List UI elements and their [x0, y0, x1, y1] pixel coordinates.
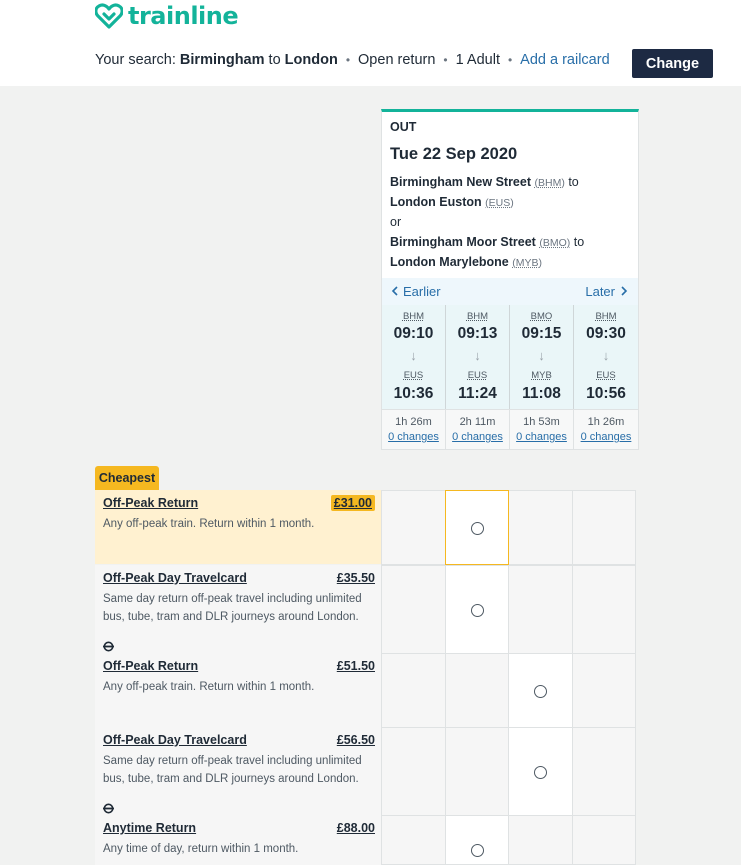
train-column[interactable] — [510, 305, 574, 409]
train-column[interactable] — [446, 305, 510, 409]
fare-price[interactable]: £56.50 — [336, 733, 375, 747]
fare-row — [95, 727, 381, 815]
fare-price[interactable]: £51.50 — [336, 659, 375, 673]
arrival-station-code: EUS — [467, 370, 488, 381]
earlier-button[interactable] — [391, 284, 441, 299]
changes-link[interactable]: 0 changes — [516, 431, 567, 443]
arrow-down-icon: ↓ — [474, 348, 481, 363]
arrow-down-icon: ↓ — [410, 348, 417, 363]
fare-cell-unavailable — [572, 565, 637, 654]
route-1-from-station: Birmingham New Street — [390, 175, 532, 189]
arrival-time: 10:36 — [393, 385, 434, 402]
search-to: London — [284, 52, 338, 68]
fare-cell-unavailable — [508, 490, 573, 565]
brand-name: trainline — [128, 2, 239, 30]
duration-cell — [510, 410, 574, 449]
outbound-card — [381, 109, 639, 450]
fare-options-row — [381, 815, 639, 865]
route-2-to — [390, 255, 542, 269]
fare-cell[interactable] — [508, 653, 573, 728]
departure-station-code: BHM — [595, 311, 617, 322]
journey-duration: 2h 11m — [459, 416, 496, 428]
ticket-type: Open return — [358, 52, 436, 68]
to-word: to — [573, 235, 585, 249]
trainline-logo[interactable] — [95, 2, 238, 30]
fare-options-row — [381, 653, 639, 728]
route-2-from-station: Birmingham Moor Street — [390, 235, 536, 249]
departure-station-code: BMO — [530, 311, 553, 322]
arrow-down-icon: ↓ — [538, 348, 545, 363]
change-search-button[interactable]: Change — [632, 49, 713, 78]
search-summary — [95, 52, 610, 68]
duration-row — [382, 409, 638, 449]
radio-button[interactable] — [471, 522, 484, 535]
fare-name[interactable]: Off-Peak Return — [103, 659, 199, 673]
duration-cell — [574, 410, 638, 449]
fare-cell-unavailable — [572, 490, 637, 565]
fare-options-row — [381, 490, 639, 565]
fare-row — [95, 490, 381, 564]
fare-cell-unavailable — [572, 653, 637, 728]
fare-description: Any off-peak train. Return within 1 month. — [103, 518, 315, 530]
fare-cell[interactable] — [508, 727, 573, 816]
journey-duration: 1h 26m — [395, 416, 432, 428]
radio-button[interactable] — [534, 766, 547, 779]
later-label: Later — [585, 284, 615, 299]
arrival-time: 11:24 — [458, 385, 497, 402]
route-1-from — [390, 175, 579, 189]
search-prefix: Your search: — [95, 52, 176, 68]
departure-time: 09:13 — [457, 325, 498, 342]
earlier-later-bar — [382, 278, 638, 305]
arrival-station-code: MYB — [531, 370, 552, 381]
departure-time: 09:30 — [586, 325, 626, 342]
route-2-to-station: London Marylebone — [390, 255, 509, 269]
search-to-word: to — [268, 52, 281, 68]
changes-link[interactable]: 0 changes — [452, 431, 503, 443]
earlier-label: Earlier — [403, 284, 441, 299]
fare-cell-unavailable — [381, 565, 446, 654]
station-code: (EUS) — [485, 197, 514, 209]
departure-station-code: BHM — [402, 311, 425, 322]
fare-cell[interactable] — [445, 490, 510, 565]
departure-time: 09:15 — [521, 325, 562, 342]
fare-row — [95, 565, 381, 653]
journey-duration: 1h 53m — [523, 416, 560, 428]
to-word: to — [568, 175, 579, 189]
fare-cell[interactable] — [445, 565, 510, 654]
fare-description: Same day return off-peak travel including unlimited bus, tube, tram and DLR journeys around London. — [103, 755, 362, 785]
fare-cell-unavailable — [445, 727, 510, 816]
out-label: OUT — [390, 120, 417, 134]
arrow-down-icon: ↓ — [602, 348, 610, 363]
fare-cell-unavailable — [381, 490, 446, 565]
chevron-right-icon — [620, 286, 628, 296]
route-2-from — [390, 235, 584, 249]
separator-dot: • — [507, 53, 513, 67]
fare-description: Same day return off-peak travel including unlimited bus, tube, tram and DLR journeys around London. — [103, 593, 362, 623]
fare-price[interactable]: £31.00 — [331, 495, 375, 511]
later-button[interactable] — [585, 284, 628, 299]
or-word: or — [390, 215, 402, 229]
arrival-station-code: EUS — [403, 370, 424, 381]
fare-description: Any off-peak train. Return within 1 month. — [103, 681, 315, 693]
radio-button[interactable] — [534, 685, 547, 698]
fare-cell-unavailable — [572, 727, 637, 816]
fare-cell-unavailable — [508, 815, 573, 865]
fare-cell-unavailable — [381, 653, 446, 728]
fare-price[interactable]: £35.50 — [336, 571, 375, 585]
arrival-time: 10:56 — [586, 385, 626, 402]
route-1-to-station: London Euston — [390, 195, 482, 209]
fare-cell-unavailable — [508, 565, 573, 654]
duration-cell — [446, 410, 510, 449]
heart-logo-icon — [95, 3, 123, 29]
station-code: (BHM) — [534, 177, 565, 189]
fare-name[interactable]: Off-Peak Day Travelcard — [103, 571, 247, 585]
separator-dot: • — [345, 53, 351, 67]
changes-link[interactable]: 0 changes — [580, 431, 632, 443]
departure-station-code: BHM — [466, 311, 489, 322]
fare-cell[interactable] — [445, 815, 510, 865]
fare-description: Any time of day, return within 1 month. — [103, 843, 299, 855]
changes-link[interactable]: 0 changes — [388, 431, 439, 443]
search-from: Birmingham — [179, 52, 265, 68]
fare-cell-unavailable — [381, 727, 446, 816]
chevron-left-icon — [391, 286, 399, 296]
departure-time: 09:10 — [393, 325, 434, 342]
top-header — [0, 0, 741, 86]
arrival-station-code: EUS — [596, 370, 616, 381]
fare-name[interactable]: Off-Peak Return — [103, 496, 199, 510]
train-column[interactable] — [574, 305, 638, 409]
out-date: Tue 22 Sep 2020 — [390, 145, 518, 163]
fare-options-row — [381, 565, 639, 654]
cheapest-badge: Cheapest — [95, 466, 159, 490]
train-times-row — [382, 305, 638, 409]
journey-duration: 1h 26m — [587, 416, 625, 428]
arrival-time: 11:08 — [522, 385, 561, 402]
underground-roundel-icon — [103, 641, 114, 652]
fare-row — [95, 815, 381, 865]
radio-button[interactable] — [471, 604, 484, 617]
passenger-count: 1 Adult — [455, 52, 500, 68]
fare-cell-unavailable — [445, 653, 510, 728]
underground-roundel-icon — [103, 803, 114, 814]
fare-name[interactable]: Anytime Return — [103, 821, 197, 835]
station-code: (MYB) — [512, 257, 542, 269]
train-column[interactable] — [382, 305, 446, 409]
fare-cell-unavailable — [572, 815, 637, 865]
add-railcard-link[interactable]: Add a railcard — [520, 52, 610, 68]
fare-name[interactable]: Off-Peak Day Travelcard — [103, 733, 247, 747]
fare-options-row — [381, 727, 639, 816]
duration-cell — [382, 410, 446, 449]
fare-price[interactable]: £88.00 — [336, 821, 375, 835]
station-code: (BMO) — [539, 237, 571, 249]
separator-dot: • — [443, 53, 448, 67]
fare-row — [95, 653, 381, 727]
fare-cell-unavailable — [381, 815, 446, 865]
radio-button[interactable] — [471, 844, 484, 857]
route-1-to — [390, 195, 514, 209]
